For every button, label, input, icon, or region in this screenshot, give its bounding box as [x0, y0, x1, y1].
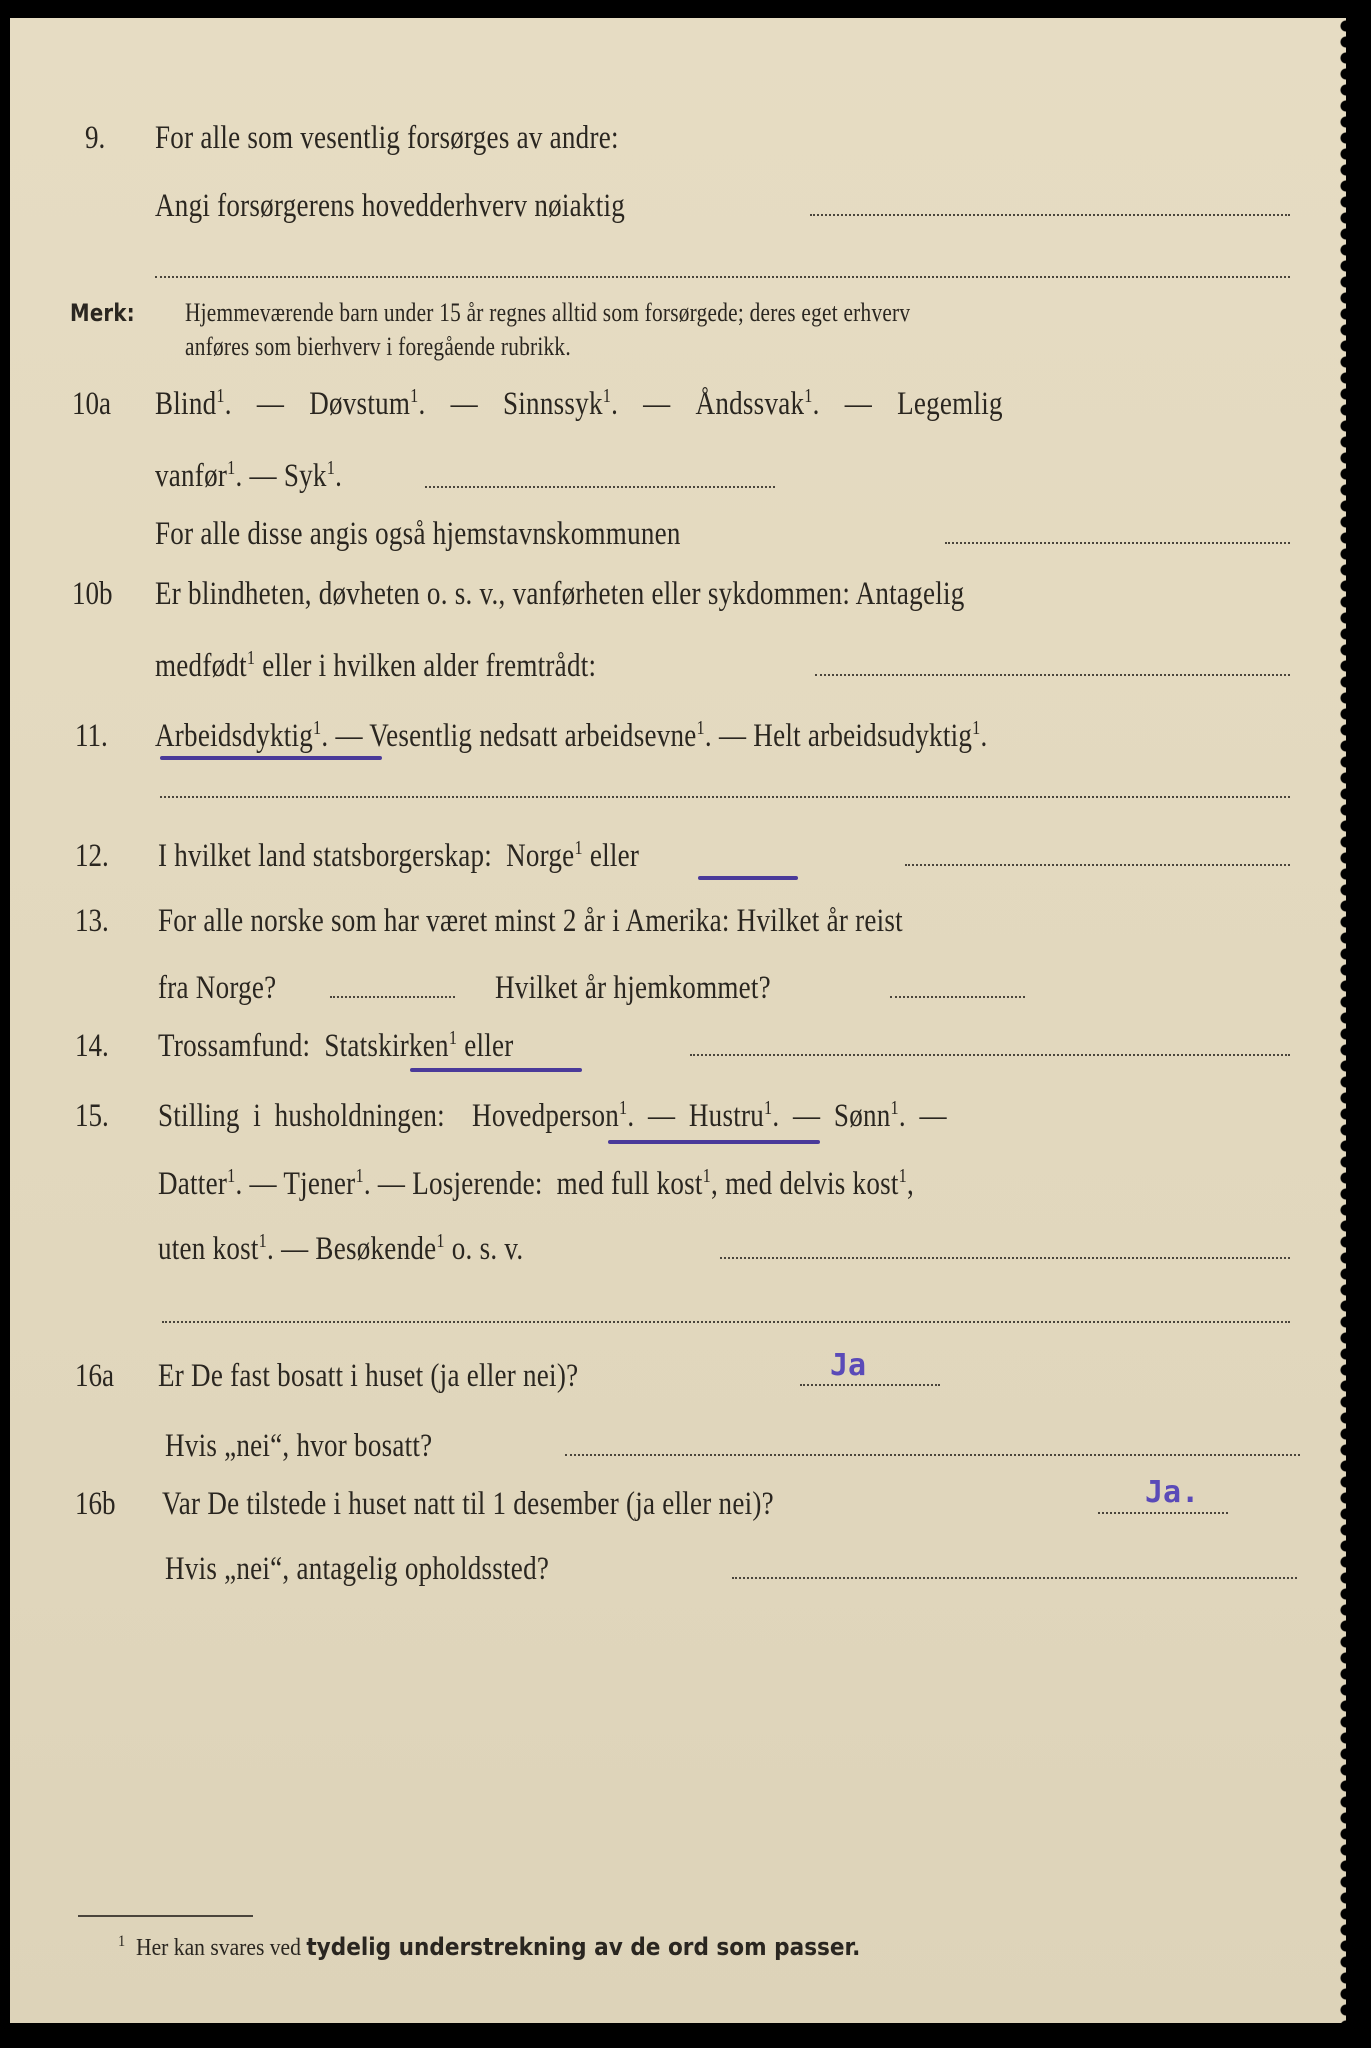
option-blind[interactable]: Blind$^1$.: [155, 385, 232, 422]
q16a-answer: Ja: [830, 1348, 867, 1383]
q13-number: 13.: [75, 903, 109, 939]
option-hustru[interactable]: Hustru$^1$.: [688, 1097, 780, 1134]
option-uten-kost[interactable]: uten kost$^1$.: [158, 1230, 275, 1267]
q10a-answer-field[interactable]: [425, 486, 775, 488]
q14-number: 14.: [75, 1028, 109, 1064]
option-sonn[interactable]: Sønn$^1$.: [833, 1097, 906, 1134]
footnote: $^1$ Her kan svares ved tydelig understrekning av de ord som passer.: [118, 1933, 861, 1961]
selection-underline-arbeidsdyktig: [160, 756, 382, 760]
option-vanfor[interactable]: vanfør$^1$.: [155, 457, 243, 494]
selection-underline-norge: [698, 876, 798, 880]
q15-answer-field[interactable]: [720, 1257, 1290, 1259]
q16b-followup: Hvis „nei“, antagelig opholdssted?: [165, 1551, 550, 1587]
q15-answer-field-2[interactable]: [162, 1321, 1290, 1323]
q9-line2: Angi forsørgerens hovedderhverv nøiaktig: [155, 188, 626, 224]
q11-answer-field[interactable]: [160, 796, 1290, 798]
q15-line1: Stilling i husholdningen: Hovedperson$^1$. — Hustru$^1$. — Sønn$^1$. —: [158, 1097, 947, 1134]
q15-number: 15.: [75, 1098, 109, 1134]
option-medfodt[interactable]: medfødt$^1$: [155, 647, 256, 684]
option-dovstum[interactable]: Døvstum$^1$.: [309, 385, 426, 422]
q9-line1: For alle som vesentlig forsørges av andre:: [155, 120, 619, 156]
q16a-followup: Hvis „nei“, hvor bosatt?: [165, 1428, 433, 1464]
q13-line2a: fra Norge?: [158, 970, 277, 1006]
option-delvis-kost[interactable]: med delvis kost$^1$,: [725, 1165, 915, 1202]
selection-underline-hovedperson: [608, 1140, 820, 1144]
q16a-followup-field[interactable]: [565, 1454, 1300, 1456]
q16a-number: 16a: [75, 1358, 115, 1394]
q15-line3: uten kost$^1$. — Besøkende$^1$ o. s. v.: [158, 1230, 524, 1267]
q15-line2: Datter$^1$. — Tjener$^1$. — Losjerende: med full kost$^1$, med delvis kost$^1$,: [158, 1165, 915, 1202]
q16b-prompt: Var De tilstede i huset natt til 1 desember (ja eller nei)?: [162, 1486, 774, 1522]
q11-line: Arbeidsdyktig$^1$. — Vesentlig nedsatt arbeidsevne$^1$. — Helt arbeidsudyktig$^1$.: [155, 717, 988, 754]
q12-answer-field[interactable]: [905, 864, 1290, 866]
option-udyktig[interactable]: Helt arbeidsudyktig$^1$.: [753, 717, 988, 754]
census-form-page: [10, 18, 1346, 2023]
q13-hjemkommet-field[interactable]: [890, 996, 1025, 998]
option-hovedperson[interactable]: Hovedperson$^1$.: [472, 1097, 635, 1134]
q10a-line1: Blind$^1$. — Døvstum$^1$. — Sinnssyk$^1$. — Åndssvak$^1$. — Legemlig: [155, 385, 1003, 422]
q16b-answer: Ja.: [1145, 1475, 1200, 1510]
q10a-line3: For alle disse angis også hjemstavnskommunen: [155, 516, 681, 552]
option-full-kost[interactable]: med full kost$^1$,: [556, 1165, 719, 1202]
q16a-answer-field[interactable]: [800, 1384, 940, 1386]
q10b-number: 10b: [72, 576, 113, 612]
q9-answer-field-2[interactable]: [155, 276, 1290, 278]
q16b-answer-field[interactable]: [1098, 1512, 1228, 1514]
note-line2: anføres som bierhverv i foregående rubrikk.: [185, 332, 571, 361]
footnote-rule: [78, 1915, 253, 1917]
option-statskirken[interactable]: Statskirken$^1$: [324, 1027, 458, 1064]
option-datter[interactable]: Datter$^1$.: [158, 1165, 243, 1202]
perforated-edge: [1334, 18, 1346, 2023]
q9-number: 9.: [85, 120, 106, 156]
q11-number: 11.: [75, 718, 108, 754]
q16b-followup-field[interactable]: [732, 1577, 1297, 1579]
q12-line: I hvilket land statsborgerskap: Norge$^1$ eller: [158, 837, 640, 874]
option-syk[interactable]: Syk$^1$.: [283, 457, 343, 494]
note-label: Merk:: [70, 299, 135, 327]
option-andssvak[interactable]: Åndssvak$^1$.: [695, 385, 820, 422]
q10a-hjemstavn-field[interactable]: [945, 542, 1290, 544]
q9-answer-field[interactable]: [810, 214, 1290, 216]
q13-line2b: Hvilket år hjemkommet?: [495, 970, 771, 1006]
q10b-line1: Er blindheten, døvheten o. s. v., vanførheten eller sykdommen: Antagelig: [155, 576, 965, 612]
q14-answer-field[interactable]: [690, 1054, 1290, 1056]
q16a-prompt: Er De fast bosatt i huset (ja eller nei)?: [158, 1358, 579, 1394]
q10b-answer-field[interactable]: [815, 674, 1290, 676]
option-nedsatt[interactable]: Vesentlig nedsatt arbeidsevne$^1$.: [369, 717, 712, 754]
q12-number: 12.: [75, 838, 109, 874]
option-legemlig[interactable]: Legemlig: [897, 386, 1003, 422]
selection-underline-statskirken: [410, 1068, 582, 1072]
q13-reist-field[interactable]: [330, 996, 455, 998]
option-tjener[interactable]: Tjener$^1$.: [283, 1165, 371, 1202]
option-arbeidsdyktig[interactable]: Arbeidsdyktig$^1$.: [155, 717, 329, 754]
q10b-line2: medfødt$^1$ eller i hvilken alder fremtrådt:: [155, 647, 597, 684]
option-norge[interactable]: Norge$^1$: [506, 837, 583, 874]
q10a-line2: vanfør$^1$. — Syk$^1$.: [155, 457, 343, 494]
q16b-number: 16b: [75, 1486, 116, 1522]
option-besokende[interactable]: Besøkende$^1$: [315, 1230, 445, 1267]
option-sinnssyk[interactable]: Sinnssyk$^1$.: [503, 385, 619, 422]
q13-line1: For alle norske som har været minst 2 år i Amerika: Hvilket år reist: [158, 903, 903, 939]
q14-line: Trossamfund: Statskirken$^1$ eller: [158, 1027, 514, 1064]
q10a-number: 10a: [72, 386, 112, 422]
note-line1: Hjemmeværende barn under 15 år regnes alltid som forsørgede; deres eget erhverv: [185, 298, 911, 327]
